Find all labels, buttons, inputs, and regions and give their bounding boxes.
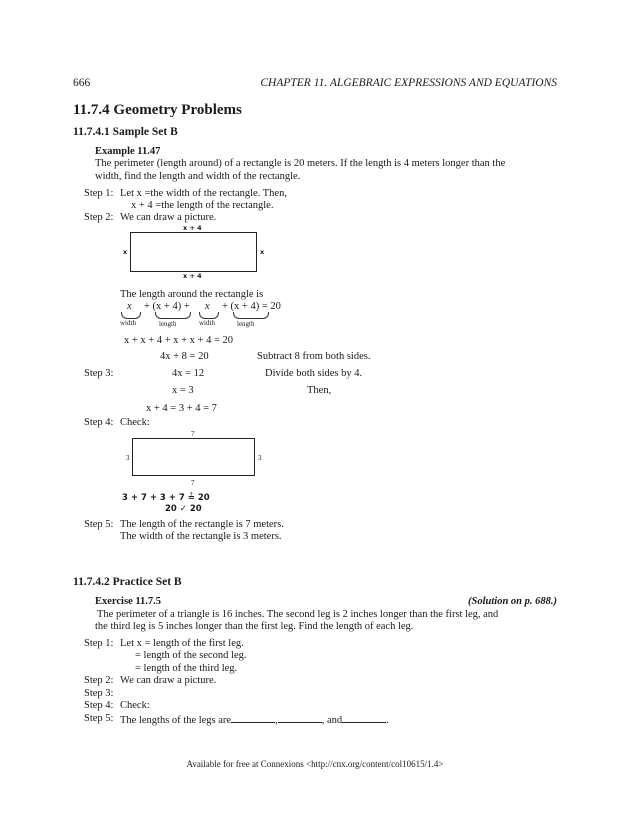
brace-term-2: + (x + 4) + [144,301,190,312]
brace-term-4: + (x + 4) = 20 [222,301,281,312]
step-1-line-1: Let x =the width of the rectangle. Then, [120,188,287,199]
solution-reference[interactable]: (Solution on p. 688.) [468,596,557,607]
step-4-label: Step 4: [84,417,114,428]
brace-term-3: x [205,301,210,312]
step-1-label: Step 1: [84,188,114,199]
equation-4: x = 3 [172,385,194,396]
practice-step-5-end: . [386,715,389,726]
practice-step-5-answer [120,712,389,727]
practice-step-5-sep-1: , [275,715,278,726]
rect2-top-label: 7 [191,430,195,438]
practice-step-1-line-1: Let x = length of the first leg. [120,638,244,649]
practice-set-title: 11.7.4.2 Practice Set B [73,576,182,588]
rect1-right-label: x [260,248,265,256]
step-2-label: Step 2: [84,212,114,223]
step-3-label: Step 3: [84,368,114,379]
length-around-text: The length around the rectangle is [120,289,264,300]
check-line-1: 3 + 7 + 3 + 7 ≟ 20 [122,493,210,503]
brace-label-width-2: width [199,319,215,327]
step-5-label: Step 5: [84,519,114,530]
equation-2: 4x + 8 = 20 [160,351,209,362]
leg-2-blank[interactable] [278,712,322,723]
section-title: 11.7.4 Geometry Problems [73,102,242,118]
brace-label-length-2: length [237,320,255,328]
rect1-top-label: x + 4 [183,224,202,232]
practice-step-5-sep-2: , and [321,715,343,726]
equation-2-note: Subtract 8 from both sides. [257,351,371,362]
brace-width-2 [199,312,219,319]
rect2-bottom-label: 7 [191,479,195,487]
brace-label-length-1: length [159,320,177,328]
rectangle-diagram-1 [130,232,257,272]
practice-step-1-line-3: = length of the third leg. [135,663,238,674]
practice-step-5-label: Step 5: [84,713,114,724]
step-2-text: We can draw a picture. [120,212,217,223]
brace-length-1 [155,312,191,319]
practice-step-4-label: Step 4: [84,700,114,711]
check-line-2: 20 ✓ 20 [165,504,202,514]
example-problem-line-1: The perimeter (length around) of a rectangle is 20 meters. If the length is 4 meters longer than the [95,158,506,169]
exercise-problem-line-1: The perimeter of a triangle is 16 inches. The second leg is 2 inches longer than the first leg, and [97,609,499,620]
practice-step-3-label: Step 3: [84,688,114,699]
brace-term-1: x [127,301,132,312]
practice-step-1-label: Step 1: [84,638,114,649]
exercise-problem-line-2: the third leg is 5 inches longer than the first leg. Find the length of each leg. [95,621,414,632]
brace-width-1 [121,312,141,319]
rect1-left-label: x [123,248,128,256]
equation-3: 4x = 12 [172,368,205,379]
practice-step-1-line-2: = length of the second leg. [135,650,247,661]
example-label: Example 11.47 [95,146,161,157]
step-5-line-2: The width of the rectangle is 3 meters. [120,531,282,542]
brace-label-width-1: width [120,319,136,327]
step-4-text: Check: [120,417,150,428]
equation-5: x + 4 = 3 + 4 = 7 [146,403,217,414]
practice-step-4-text: Check: [120,700,150,711]
step-1-line-2: x + 4 =the length of the rectangle. [131,200,274,211]
practice-step-5-text: The lengths of the legs are [120,715,232,726]
page-number: 666 [73,77,91,89]
exercise-label: Exercise 11.7.5 [95,596,162,607]
equation-3-note: Divide both sides by 4. [265,368,363,379]
rect2-right-label: 3 [258,454,262,462]
equation-1: x + x + 4 + x + x + 4 = 20 [124,335,234,346]
footer-text: Available for free at Connexions <http://cnx.org/content/col10615/1.4> [186,759,444,769]
rect2-left-label: 3 [126,454,130,462]
example-problem-line-2: width, find the length and width of the rectangle. [95,171,301,182]
rectangle-diagram-2 [132,438,255,476]
practice-step-2-text: We can draw a picture. [120,675,217,686]
step-5-line-1: The length of the rectangle is 7 meters. [120,519,284,530]
leg-1-blank[interactable] [231,712,275,723]
equation-4-note: Then, [307,385,332,396]
sample-set-title: 11.7.4.1 Sample Set B [73,126,178,138]
rect1-bottom-label: x + 4 [183,272,202,280]
leg-3-blank[interactable] [342,712,386,723]
brace-length-2 [233,312,269,319]
practice-step-2-label: Step 2: [84,675,114,686]
chapter-title: CHAPTER 11. ALGEBRAIC EXPRESSIONS AND EQUATIONS [260,77,557,89]
